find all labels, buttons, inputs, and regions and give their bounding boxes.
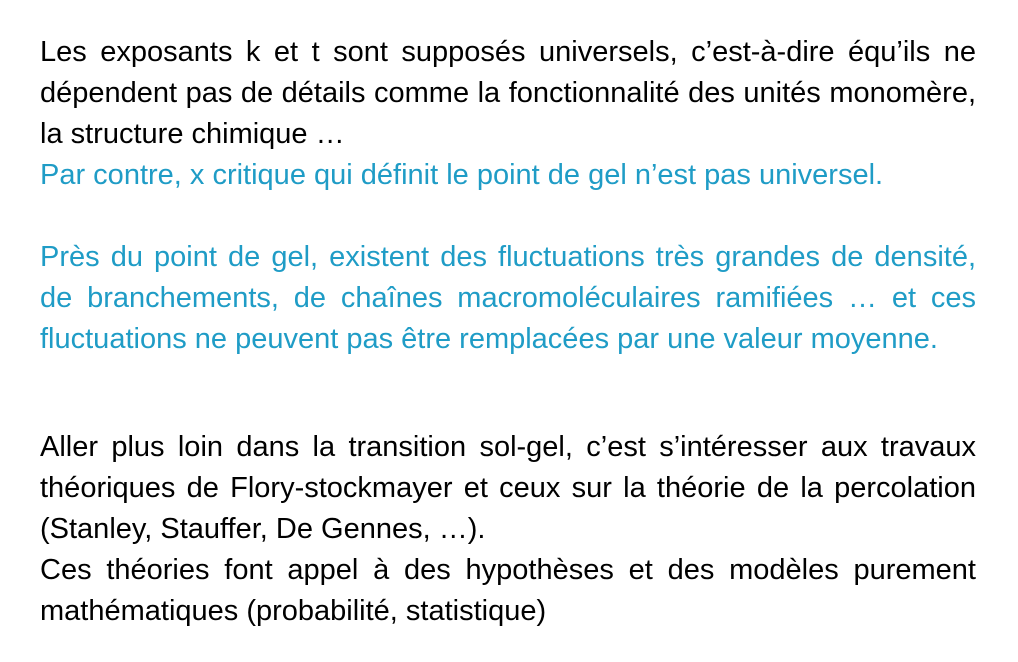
paragraph-critical-point: Par contre, x critique qui définit le point de gel n’est pas universel. — [40, 159, 884, 191]
paragraph-fluctuations: Près du point de gel, existent des fluctuations très grandes de densité, de branchements, de chaînes macromoléculaires ramifiées … et ces fluctuations ne peuvent pas être remplacées par une valeur moyenne. — [40, 241, 976, 355]
paragraph-mathematical-models: Ces théories font appel à des hypothèses et des modèles purement mathématiques (probabilité, statistique) — [40, 554, 976, 627]
paragraph-universal-exponents: Les exposants k et t sont supposés universels, c’est-à-dire équ’ils ne dépendent pas de détails comme la fonctionnalité des unités monomère, la structure chimique … — [40, 36, 976, 150]
paragraph-sol-gel-transition: Aller plus loin dans la transition sol-gel, c’est s’intéresser aux travaux théoriques de Flory-stockmayer et ceux sur la théorie de la percolation (Stanley, Stauffer, De Gennes, …). — [40, 431, 976, 545]
